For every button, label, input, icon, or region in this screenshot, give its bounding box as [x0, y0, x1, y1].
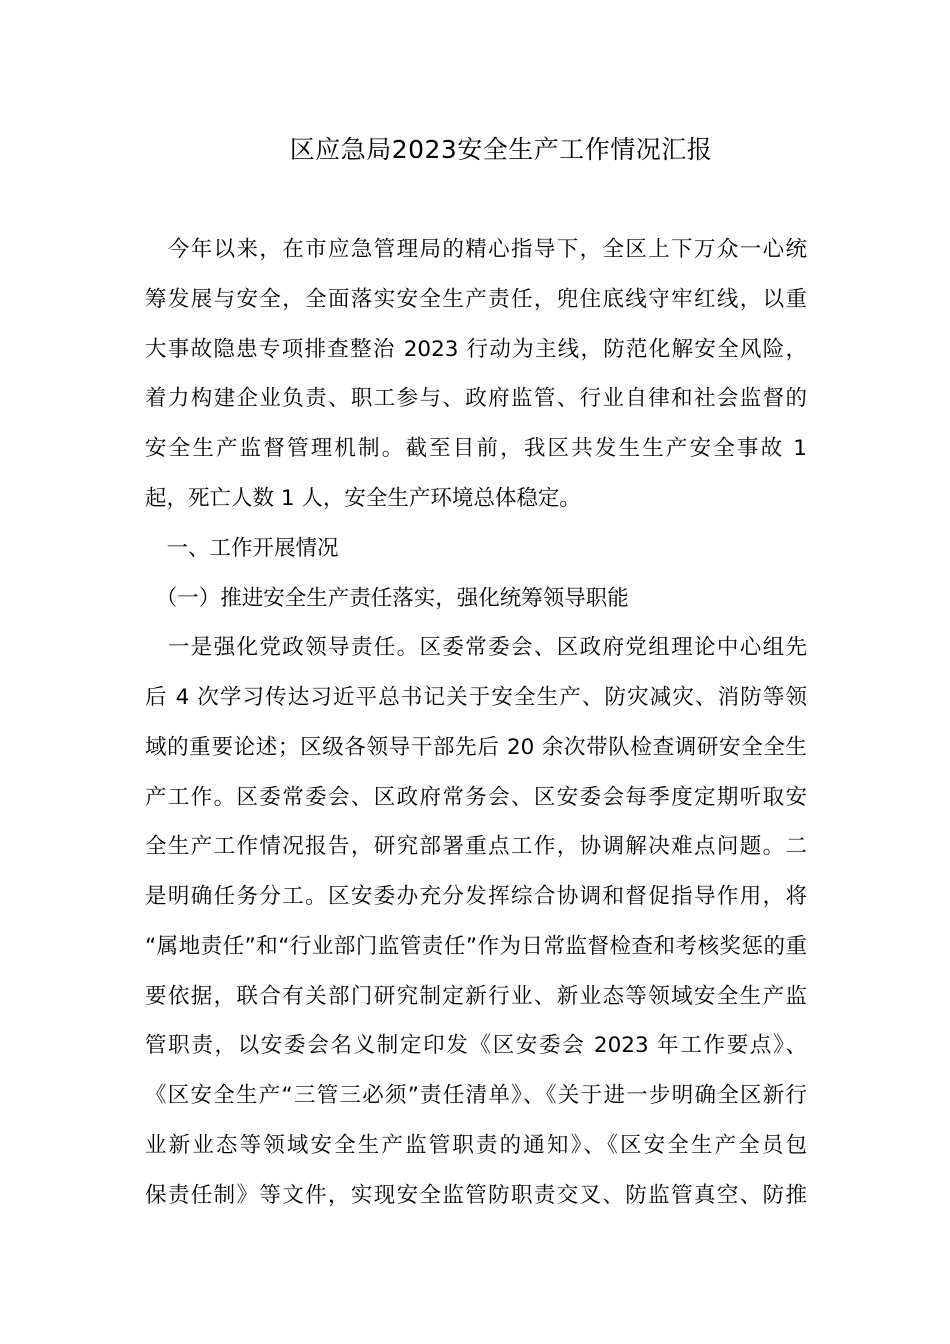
- paragraph-line: 保责任制》等文件，实现安全监管防职责交叉、防监管真空、防推: [145, 1183, 807, 1208]
- paragraph-line: 是明确任务分工。区安委办充分发挥综合协调和督促指导作用，将: [145, 884, 807, 909]
- document-title: 区应急局2023安全生产工作情况汇报: [289, 135, 713, 164]
- paragraph-line: 全生产工作情况报告，研究部署重点工作，协调解决难点问题。二: [145, 834, 807, 859]
- paragraph-line: 一是强化党政领导责任。区委常委会、区政府党组理论中心组先: [145, 635, 807, 660]
- subsection-heading: （一）推进安全生产责任落实，强化统筹领导职能: [145, 586, 629, 611]
- section-heading: 一、工作开展情况: [145, 536, 339, 561]
- paragraph-line: 今年以来，在市应急管理局的精心指导下，全区上下万众一心统: [145, 237, 807, 262]
- paragraph-line: 产工作。区委常委会、区政府常务会、区安委会每季度定期听取安: [145, 785, 807, 810]
- paragraph-line: 安全生产监督管理机制。截至目前，我区共发生生产安全事故 1: [145, 436, 807, 461]
- paragraph-line: 要依据，联合有关部门研究制定新行业、新业态等领域安全生产监: [145, 984, 807, 1009]
- paragraph-line: 起，死亡人数 1 人，安全生产环境总体稳定。: [145, 486, 581, 511]
- paragraph-line: 着力构建企业负责、职工参与、政府监管、行业自律和社会监督的: [145, 386, 807, 411]
- paragraph-line: “属地责任”和“行业部门监管责任”作为日常监督检查和考核奖惩的重: [145, 934, 807, 959]
- paragraph-line: 筹发展与安全，全面落实安全生产责任，兜住底线守牢红线，以重: [145, 287, 807, 312]
- paragraph-line: 《区安全生产“三管三必须”责任清单》、《关于进一步明确全区新行: [145, 1083, 807, 1108]
- paragraph-line: 管职责，以安委会名义制定印发《区安委会 2023 年工作要点》、: [145, 1033, 807, 1058]
- paragraph-line: 大事故隐患专项排查整治 2023 行动为主线，防范化解安全风险，: [145, 337, 807, 362]
- paragraph-line: 业新业态等领域安全生产监管职责的通知》、《区安全生产全员包: [145, 1133, 807, 1158]
- paragraph-line: 域的重要论述；区级各领导干部先后 20 余次带队检查调研安全全生: [145, 735, 807, 760]
- paragraph-line: 后 4 次学习传达习近平总书记关于安全生产、防灾减灾、消防等领: [145, 685, 807, 710]
